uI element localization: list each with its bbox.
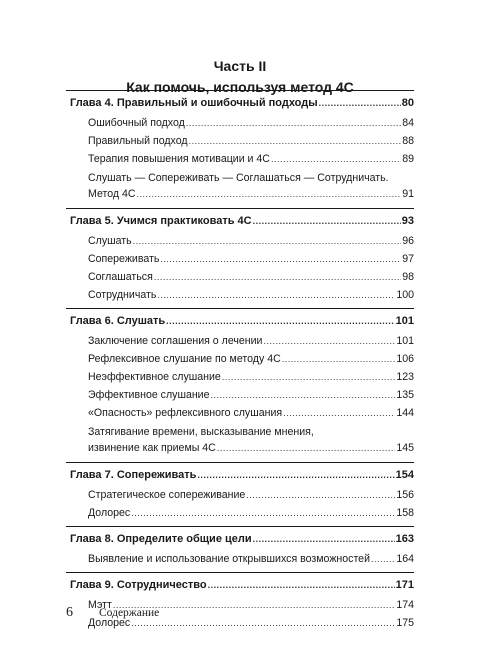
section-title: Долорес xyxy=(88,617,131,629)
chapter-block xyxy=(66,462,414,524)
leader-dots xyxy=(166,314,394,328)
section-title: Долорес xyxy=(88,507,131,519)
section-page: 156 xyxy=(396,489,414,501)
part-number: Часть II xyxy=(213,58,267,74)
chapter-page: 93 xyxy=(401,215,414,227)
leader-dots xyxy=(160,252,401,266)
section-entry[interactable] xyxy=(66,424,414,460)
leader-dots xyxy=(211,388,396,402)
chapter-entry[interactable] xyxy=(66,532,414,552)
section-page: 145 xyxy=(396,442,414,454)
section-entry[interactable] xyxy=(66,234,414,252)
chapter-title: Глава 7. Сопереживать xyxy=(70,469,197,481)
chapter-block xyxy=(66,90,414,206)
section-page: 135 xyxy=(396,389,414,401)
chapter-title: Глава 4. Правильный и ошибочный подходы xyxy=(70,97,318,109)
section-entry[interactable] xyxy=(66,352,414,370)
leader-dots xyxy=(246,488,395,502)
chapter-entry[interactable] xyxy=(66,578,414,598)
section-page: 100 xyxy=(396,289,414,301)
footer-section-title: Содержание xyxy=(99,607,160,619)
section-entry[interactable] xyxy=(66,170,414,206)
section-page: 164 xyxy=(396,553,414,565)
leader-dots xyxy=(271,152,401,166)
footer-page-number: 6 xyxy=(66,605,73,620)
table-of-contents xyxy=(66,90,414,634)
section-title: Выявление и использование открывшихся возможностей xyxy=(88,553,370,565)
leader-dots xyxy=(217,440,395,456)
leader-dots xyxy=(263,334,395,348)
section-page: 174 xyxy=(396,599,414,611)
leader-dots xyxy=(131,506,395,520)
chapter-page: 154 xyxy=(395,469,414,481)
chapter-title: Глава 9. Сотрудничество xyxy=(70,579,207,591)
section-title: Ошибочный подход xyxy=(88,117,185,129)
part-title: Как помочь, используя метод 4С xyxy=(126,79,354,95)
section-title: «Опасность» рефлексивного слушания xyxy=(88,407,283,419)
chapter-page: 163 xyxy=(395,533,414,545)
chapter-entry[interactable] xyxy=(66,96,414,116)
leader-dots xyxy=(283,406,395,420)
section-page: 84 xyxy=(402,117,414,129)
section-entry[interactable] xyxy=(66,506,414,524)
section-page: 144 xyxy=(396,407,414,419)
leader-dots xyxy=(319,96,401,110)
section-page: 101 xyxy=(396,335,414,347)
chapter-entry[interactable] xyxy=(66,468,414,488)
leader-dots xyxy=(197,468,394,482)
chapter-block xyxy=(66,526,414,570)
section-entry[interactable] xyxy=(66,134,414,152)
leader-dots xyxy=(371,552,395,566)
section-entry[interactable] xyxy=(66,406,414,424)
leader-dots xyxy=(137,186,402,202)
leader-dots xyxy=(186,116,401,130)
section-title: Соглашаться xyxy=(88,271,153,283)
section-page: 88 xyxy=(402,135,414,147)
section-entry[interactable] xyxy=(66,488,414,506)
leader-dots xyxy=(282,352,396,366)
leader-dots xyxy=(208,578,395,592)
section-title-line1: Затягивание времени, высказывание мнения, xyxy=(88,426,314,438)
section-title: Правильный подход xyxy=(88,135,188,147)
page-footer xyxy=(66,603,159,621)
section-page: 91 xyxy=(402,188,414,200)
section-page: 158 xyxy=(396,507,414,519)
leader-dots xyxy=(253,532,395,546)
section-entry[interactable] xyxy=(66,270,414,288)
section-page: 96 xyxy=(402,235,414,247)
section-entry[interactable] xyxy=(66,116,414,134)
section-page: 98 xyxy=(402,271,414,283)
leader-dots xyxy=(131,616,395,630)
section-title: Терапия повышения мотивации и 4С xyxy=(88,153,270,165)
leader-dots xyxy=(222,370,395,384)
section-entry[interactable] xyxy=(66,334,414,352)
section-entry[interactable] xyxy=(66,370,414,388)
section-title: Эффективное слушание xyxy=(88,389,210,401)
section-page: 106 xyxy=(396,353,414,365)
chapter-title: Глава 5. Учимся практиковать 4С xyxy=(70,215,252,227)
section-entry[interactable] xyxy=(66,252,414,270)
leader-dots xyxy=(253,214,401,228)
section-title: Стратегическое сопереживание xyxy=(88,489,246,501)
chapter-block xyxy=(66,308,414,460)
leader-dots xyxy=(154,270,401,284)
section-title: Сопереживать xyxy=(88,253,160,265)
section-page: 175 xyxy=(396,617,414,629)
leader-dots xyxy=(157,288,395,302)
section-entry[interactable] xyxy=(66,288,414,306)
section-title: Сотрудничать xyxy=(88,289,157,301)
section-page: 97 xyxy=(402,253,414,265)
chapter-entry[interactable] xyxy=(66,314,414,334)
chapter-page: 101 xyxy=(395,315,414,327)
leader-dots xyxy=(189,134,402,148)
chapter-entry[interactable] xyxy=(66,214,414,234)
section-title: Заключение соглашения о лечении xyxy=(88,335,263,347)
section-entry[interactable] xyxy=(66,388,414,406)
leader-dots xyxy=(133,234,402,248)
section-title: Слушать xyxy=(88,235,132,247)
section-page: 89 xyxy=(402,153,414,165)
section-title-line1: Слушать — Сопереживать — Соглашаться — Сотрудничать. xyxy=(88,172,389,184)
section-title: Мэтт xyxy=(88,599,112,611)
chapter-block xyxy=(66,208,414,306)
section-title: Неэффективное слушание xyxy=(88,371,221,383)
section-title: Метод 4С xyxy=(88,188,136,200)
chapter-title: Глава 8. Определите общие цели xyxy=(70,533,252,545)
chapter-page: 171 xyxy=(395,579,414,591)
section-entry[interactable] xyxy=(66,152,414,170)
section-entry[interactable] xyxy=(66,552,414,570)
section-page: 123 xyxy=(396,371,414,383)
chapter-page: 80 xyxy=(401,97,414,109)
section-title: извинение как приемы 4С xyxy=(88,442,216,454)
chapter-title: Глава 6. Слушать xyxy=(70,315,166,327)
section-title: Рефлексивное слушание по методу 4С xyxy=(88,353,281,365)
